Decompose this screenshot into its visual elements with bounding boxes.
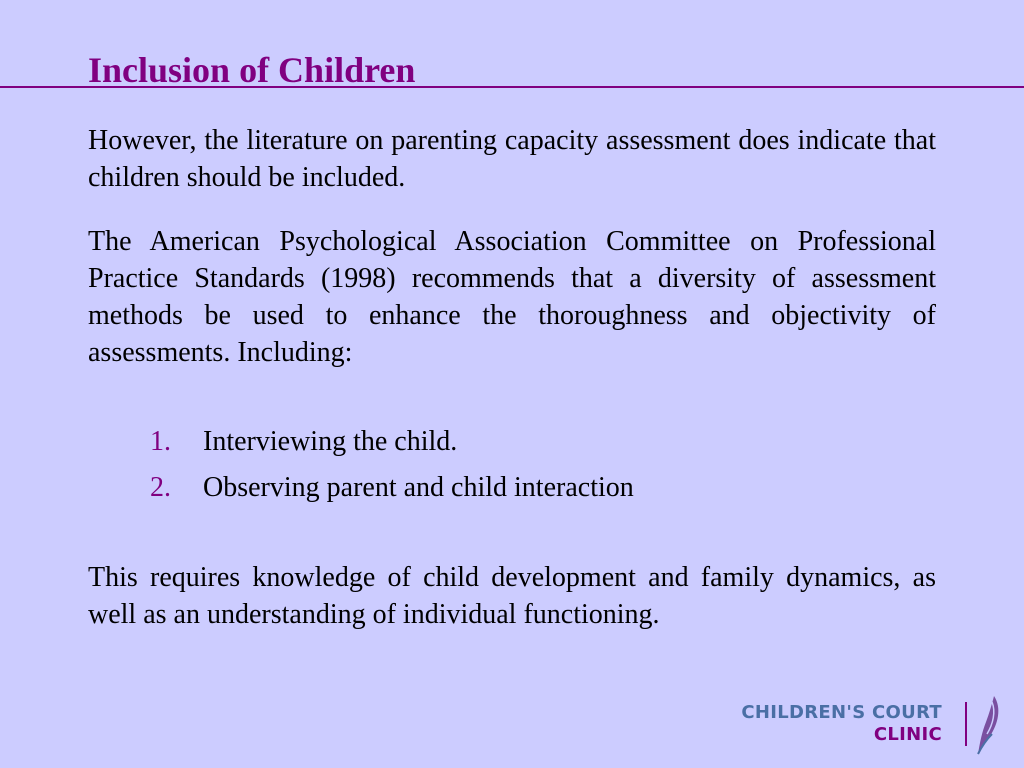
paragraph-intro: However, the literature on parenting capacity assessment does indicate that children should be included. <box>88 125 936 193</box>
logo-divider <box>965 702 967 746</box>
logo-text <box>741 702 942 746</box>
paragraph-conclusion: This requires knowledge of child development and family dynamics, as well as an understanding of individual functioning. <box>88 562 936 630</box>
list-item-number: 1. <box>150 426 171 457</box>
slide-title: Inclusion of Children <box>88 50 416 90</box>
feather-icon <box>972 694 1004 756</box>
paragraph-apa-standards: The American Psychological Association Committee on Professional Practice Standards (1998) recommends that a diversity of assessment methods be used to enhance the thoroughness and objectivity of assessments. Including: <box>88 226 936 368</box>
list-item-number: 2. <box>150 472 171 503</box>
methods-list <box>150 423 634 515</box>
title-divider <box>0 86 1024 88</box>
logo-line-1: CHILDREN'S COURT <box>741 702 942 723</box>
clinic-logo <box>741 694 1004 756</box>
list-item <box>150 423 634 460</box>
list-item <box>150 469 634 506</box>
list-item-text: Observing parent and child interaction <box>203 472 634 503</box>
logo-line-2: CLINIC <box>873 724 942 745</box>
list-item-text: Interviewing the child. <box>203 426 458 457</box>
